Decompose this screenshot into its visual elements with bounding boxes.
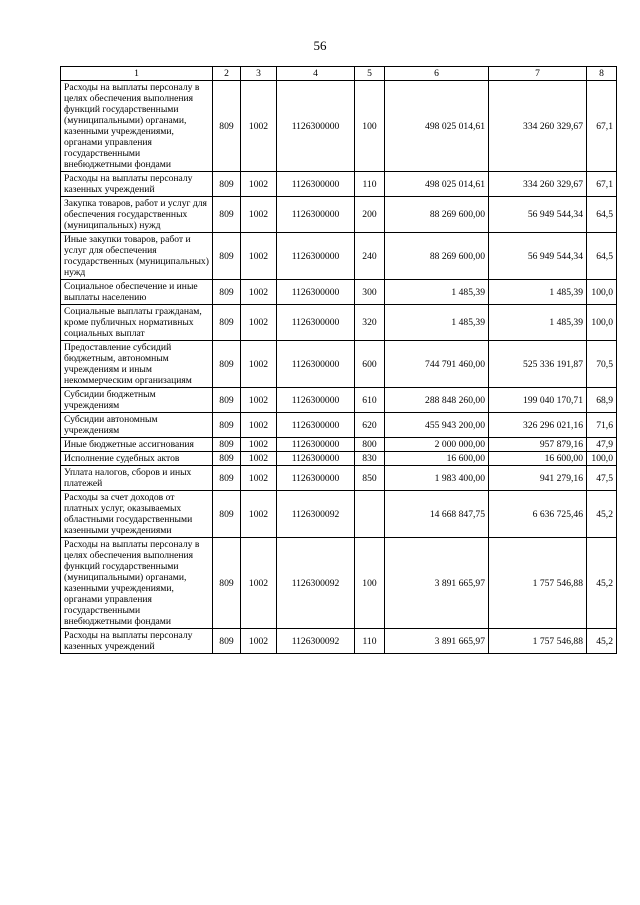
header-cell: 3: [241, 67, 277, 81]
row-section-cell: 1002: [241, 388, 277, 413]
table-row: [61, 233, 617, 280]
row-section-cell: 1002: [241, 172, 277, 197]
row-expense-type-cell: 110: [355, 629, 385, 654]
table-row: [61, 172, 617, 197]
row-section-cell: 1002: [241, 438, 277, 452]
row-expense-type-cell: 610: [355, 388, 385, 413]
row-code-cell: 809: [213, 438, 241, 452]
row-name-cell: Закупка товаров, работ и услуг для обеспечения государственных (муниципальных) нужд: [61, 197, 213, 233]
table-row: [61, 341, 617, 388]
row-executed-cell: 941 279,16: [489, 466, 587, 491]
row-name-cell: Уплата налогов, сборов и иных платежей: [61, 466, 213, 491]
row-code-cell: 809: [213, 172, 241, 197]
table-row: [61, 629, 617, 654]
row-percent-cell: 70,5: [587, 341, 617, 388]
table-row: [61, 81, 617, 172]
table-header: [61, 67, 617, 81]
row-planned-cell: 1 485,39: [385, 305, 489, 341]
header-cell: 5: [355, 67, 385, 81]
row-planned-cell: 1 485,39: [385, 280, 489, 305]
row-percent-cell: 68,9: [587, 388, 617, 413]
row-target-cell: 1126300000: [277, 305, 355, 341]
row-code-cell: 809: [213, 629, 241, 654]
row-code-cell: 809: [213, 388, 241, 413]
row-name-cell: Социальные выплаты гражданам, кроме публичных нормативных социальных выплат: [61, 305, 213, 341]
row-percent-cell: 100,0: [587, 452, 617, 466]
table-row: [61, 305, 617, 341]
row-executed-cell: 56 949 544,34: [489, 233, 587, 280]
row-executed-cell: 1 485,39: [489, 280, 587, 305]
header-cell: 7: [489, 67, 587, 81]
row-planned-cell: 88 269 600,00: [385, 197, 489, 233]
row-planned-cell: 1 983 400,00: [385, 466, 489, 491]
row-planned-cell: 14 668 847,75: [385, 491, 489, 538]
row-target-cell: 1126300000: [277, 388, 355, 413]
row-code-cell: 809: [213, 491, 241, 538]
row-expense-type-cell: 800: [355, 438, 385, 452]
table-row: [61, 538, 617, 629]
table-row: [61, 388, 617, 413]
row-name-cell: Иные закупки товаров, работ и услуг для обеспечения государственных (муниципальных) нужд: [61, 233, 213, 280]
row-expense-type-cell: 850: [355, 466, 385, 491]
row-code-cell: 809: [213, 538, 241, 629]
row-expense-type-cell: 240: [355, 233, 385, 280]
row-planned-cell: 288 848 260,00: [385, 388, 489, 413]
table-row: [61, 197, 617, 233]
row-section-cell: 1002: [241, 233, 277, 280]
row-executed-cell: 1 485,39: [489, 305, 587, 341]
row-name-cell: Иные бюджетные ассигнования: [61, 438, 213, 452]
table-row: [61, 413, 617, 438]
row-executed-cell: 56 949 544,34: [489, 197, 587, 233]
row-name-cell: Субсидии бюджетным учреждениям: [61, 388, 213, 413]
page-number: 56: [313, 38, 327, 53]
row-executed-cell: 334 260 329,67: [489, 81, 587, 172]
row-percent-cell: 45,2: [587, 629, 617, 654]
row-executed-cell: 957 879,16: [489, 438, 587, 452]
row-section-cell: 1002: [241, 452, 277, 466]
row-target-cell: 1126300000: [277, 81, 355, 172]
row-section-cell: 1002: [241, 413, 277, 438]
row-planned-cell: 16 600,00: [385, 452, 489, 466]
header-cell: 6: [385, 67, 489, 81]
row-name-cell: Расходы на выплаты персоналу казенных учреждений: [61, 172, 213, 197]
header-cell: 2: [213, 67, 241, 81]
row-target-cell: 1126300000: [277, 197, 355, 233]
row-expense-type-cell: 600: [355, 341, 385, 388]
row-name-cell: Исполнение судебных актов: [61, 452, 213, 466]
row-section-cell: 1002: [241, 81, 277, 172]
row-expense-type-cell: 620: [355, 413, 385, 438]
row-code-cell: 809: [213, 233, 241, 280]
row-name-cell: Расходы на выплаты персоналу казенных учреждений: [61, 629, 213, 654]
row-name-cell: Социальное обеспечение и иные выплаты населению: [61, 280, 213, 305]
row-percent-cell: 71,6: [587, 413, 617, 438]
header-cell: 4: [277, 67, 355, 81]
row-target-cell: 1126300092: [277, 538, 355, 629]
row-target-cell: 1126300000: [277, 341, 355, 388]
row-code-cell: 809: [213, 280, 241, 305]
row-target-cell: 1126300000: [277, 280, 355, 305]
table-row: [61, 438, 617, 452]
row-executed-cell: 6 636 725,46: [489, 491, 587, 538]
row-percent-cell: 45,2: [587, 491, 617, 538]
row-executed-cell: 334 260 329,67: [489, 172, 587, 197]
row-expense-type-cell: [355, 491, 385, 538]
row-section-cell: 1002: [241, 629, 277, 654]
row-planned-cell: 498 025 014,61: [385, 81, 489, 172]
row-target-cell: 1126300000: [277, 466, 355, 491]
row-expense-type-cell: 830: [355, 452, 385, 466]
row-section-cell: 1002: [241, 466, 277, 491]
row-code-cell: 809: [213, 197, 241, 233]
row-name-cell: Расходы за счет доходов от платных услуг, оказываемых областными государственными казенными учреждениями: [61, 491, 213, 538]
budget-table: [60, 66, 617, 654]
table-row: [61, 452, 617, 466]
row-planned-cell: 498 025 014,61: [385, 172, 489, 197]
row-target-cell: 1126300000: [277, 172, 355, 197]
table-row: [61, 466, 617, 491]
row-name-cell: Расходы на выплаты персоналу в целях обеспечения выполнения функций государственными (муниципальными) органами, казенными учреждениями, органами управления государственными внебюджетными фондами: [61, 81, 213, 172]
row-target-cell: 1126300000: [277, 413, 355, 438]
row-code-cell: 809: [213, 305, 241, 341]
row-section-cell: 1002: [241, 197, 277, 233]
row-planned-cell: 88 269 600,00: [385, 233, 489, 280]
row-planned-cell: 3 891 665,97: [385, 538, 489, 629]
row-section-cell: 1002: [241, 538, 277, 629]
row-planned-cell: 744 791 460,00: [385, 341, 489, 388]
row-percent-cell: 47,5: [587, 466, 617, 491]
table-row: [61, 280, 617, 305]
row-target-cell: 1126300000: [277, 452, 355, 466]
row-expense-type-cell: 100: [355, 81, 385, 172]
row-planned-cell: 2 000 000,00: [385, 438, 489, 452]
row-planned-cell: 3 891 665,97: [385, 629, 489, 654]
row-code-cell: 809: [213, 413, 241, 438]
row-target-cell: 1126300092: [277, 491, 355, 538]
header-row: [61, 67, 617, 81]
row-executed-cell: 1 757 546,88: [489, 629, 587, 654]
row-section-cell: 1002: [241, 341, 277, 388]
row-target-cell: 1126300092: [277, 629, 355, 654]
row-percent-cell: 67,1: [587, 81, 617, 172]
row-executed-cell: 525 336 191,87: [489, 341, 587, 388]
row-executed-cell: 199 040 170,71: [489, 388, 587, 413]
row-executed-cell: 326 296 021,16: [489, 413, 587, 438]
row-code-cell: 809: [213, 452, 241, 466]
row-target-cell: 1126300000: [277, 233, 355, 280]
row-target-cell: 1126300000: [277, 438, 355, 452]
row-planned-cell: 455 943 200,00: [385, 413, 489, 438]
header-cell: 8: [587, 67, 617, 81]
row-percent-cell: 45,2: [587, 538, 617, 629]
row-percent-cell: 64,5: [587, 233, 617, 280]
row-percent-cell: 100,0: [587, 280, 617, 305]
row-code-cell: 809: [213, 466, 241, 491]
row-expense-type-cell: 110: [355, 172, 385, 197]
row-section-cell: 1002: [241, 305, 277, 341]
row-name-cell: Предоставление субсидий бюджетным, автономным учреждениям и иным некоммерческим организациям: [61, 341, 213, 388]
header-cell: 1: [61, 67, 213, 81]
row-expense-type-cell: 300: [355, 280, 385, 305]
row-percent-cell: 100,0: [587, 305, 617, 341]
row-executed-cell: 16 600,00: [489, 452, 587, 466]
row-name-cell: Расходы на выплаты персоналу в целях обеспечения выполнения функций государственными (муниципальными) органами, казенными учреждениями, органами управления государственными внебюджетными фондами: [61, 538, 213, 629]
row-code-cell: 809: [213, 81, 241, 172]
row-expense-type-cell: 100: [355, 538, 385, 629]
row-expense-type-cell: 200: [355, 197, 385, 233]
row-executed-cell: 1 757 546,88: [489, 538, 587, 629]
row-section-cell: 1002: [241, 280, 277, 305]
row-name-cell: Субсидии автономным учреждениям: [61, 413, 213, 438]
table-body: [61, 81, 617, 654]
table-row: [61, 491, 617, 538]
row-percent-cell: 47,9: [587, 438, 617, 452]
row-percent-cell: 67,1: [587, 172, 617, 197]
row-expense-type-cell: 320: [355, 305, 385, 341]
row-section-cell: 1002: [241, 491, 277, 538]
row-percent-cell: 64,5: [587, 197, 617, 233]
row-code-cell: 809: [213, 341, 241, 388]
